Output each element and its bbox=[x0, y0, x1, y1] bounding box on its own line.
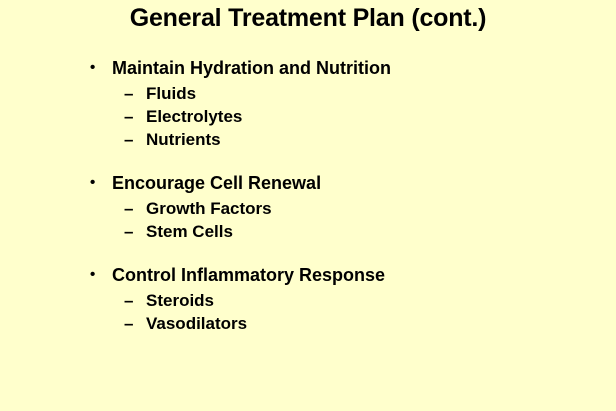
bullet-group bbox=[88, 56, 588, 151]
bullet-dash-icon: – bbox=[124, 314, 134, 333]
bullet-level2 bbox=[88, 289, 588, 312]
bullet-level1-label: Control Inflammatory Response bbox=[112, 265, 386, 285]
slide-body bbox=[88, 56, 588, 335]
bullet-level2-label: Fluids bbox=[146, 84, 197, 103]
bullet-level2-label: Stem Cells bbox=[146, 222, 233, 241]
bullet-level2-label: Vasodilators bbox=[146, 314, 248, 333]
bullet-dash-icon: – bbox=[124, 84, 134, 103]
bullet-dash-icon: – bbox=[124, 130, 134, 149]
bullet-dash-icon: – bbox=[124, 107, 134, 126]
bullet-level2-label: Electrolytes bbox=[146, 107, 243, 126]
bullet-dot-icon: • bbox=[90, 266, 96, 283]
bullet-level2-label: Steroids bbox=[146, 291, 215, 310]
bullet-dot-icon: • bbox=[90, 174, 96, 191]
bullet-group bbox=[88, 171, 588, 243]
page-title: General Treatment Plan (cont.) bbox=[129, 4, 487, 32]
bullet-level2 bbox=[88, 128, 588, 151]
bullet-level1 bbox=[88, 56, 588, 80]
bullet-dash-icon: – bbox=[124, 291, 134, 310]
bullet-level1-label: Encourage Cell Renewal bbox=[112, 173, 322, 193]
bullet-level2 bbox=[88, 82, 588, 105]
bullet-dash-icon: – bbox=[124, 222, 134, 241]
bullet-group bbox=[88, 263, 588, 335]
bullet-level2 bbox=[88, 220, 588, 243]
bullet-level2 bbox=[88, 312, 588, 335]
bullet-level2 bbox=[88, 197, 588, 220]
bullet-level1-label: Maintain Hydration and Nutrition bbox=[112, 58, 391, 78]
bullet-dash-icon: – bbox=[124, 199, 134, 218]
bullet-level1 bbox=[88, 263, 588, 287]
bullet-level2-label: Growth Factors bbox=[146, 199, 272, 218]
bullet-level2 bbox=[88, 105, 588, 128]
bullet-dot-icon: • bbox=[90, 59, 96, 76]
bullet-level1 bbox=[88, 171, 588, 195]
bullet-level2-label: Nutrients bbox=[146, 130, 221, 149]
